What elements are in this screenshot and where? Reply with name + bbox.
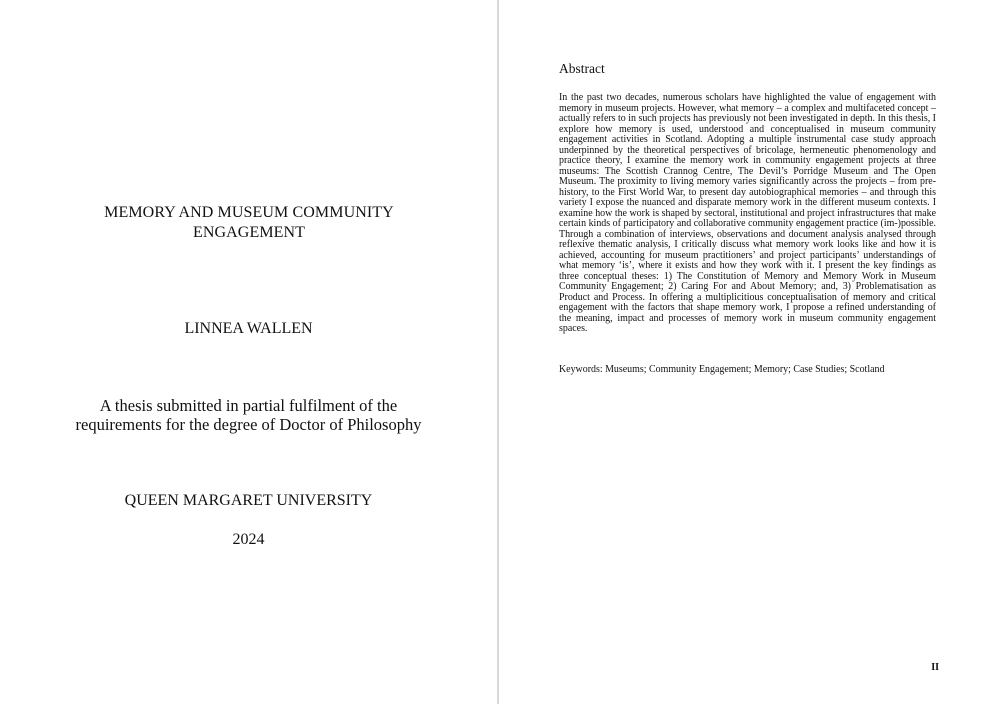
submission-line-2: requirements for the degree of Doctor of Philosophy [75, 415, 422, 434]
title-page [0, 0, 497, 704]
university-name: QUEEN MARGARET UNIVERSITY [124, 492, 373, 509]
author-name: LINNEA WALLEN [184, 320, 313, 337]
keywords-line: Keywords: Museums; Community Engagement; Memory; Case Studies; Scotland [559, 364, 885, 375]
thesis-title: MEMORY AND MUSEUM COMMUNITY ENGAGEMENT [104, 204, 394, 241]
page-number: II [931, 662, 939, 673]
submission-line-1: A thesis submitted in partial fulfilment of the [99, 396, 398, 415]
submission-year: 2024 [232, 531, 265, 548]
abstract-text: In the past two decades, numerous scholars have highlighted the value of engagement with memory in museum projects. However, what memory – a complex and multifaceted concept – actually refers to in such projects has previously not been investigated in depth. In this thesis, I explore how memory is used, understood and conceptualised in museum community engagement activities in Scotland. Adopting a multiple instrumental case study approach underpinned by the theoretical perspectives of bricolage, hermeneutic phenomenology and practice theory, I examine the memory work in community engagement projects at three museums: The Scottish Crannog Centre, The Devil’s Porridge Museum and The Open Museum. The proximity to living memory varies significantly across the projects – from pre-history, to the First World War, to present day autobiographical memories – and through this variety I expose the nuanced and disparate memory work in the different museum contexts. I examine how the work is shaped by sectoral, institutional and project infrastructures that make certain kinds of participatory and collaborative community engagement practice (im-)possible. Through a combination of interviews, observations and document analysis analysed through reflexive thematic analysis, I critically discuss what memory work looks like and how it is achieved, accounting for museum practitioners’ and project participants’ understandings of what memory ‘is’, where it exists and how they work with it. I present the key findings as three conceptual theses: 1) The Constitution of Memory and Memory Work in Museum Community Engagement; 2) Caring For and About Memory; and, 3) Problematisation as Product and Process. In offering a multiplicitious conceptualisation of memory and critical engagement with the factors that shape memory work, I propose a refined understanding of the meaning, impact and processes of memory work in museum community engagement spaces. [559, 92, 936, 334]
abstract-heading: Abstract [559, 61, 605, 76]
submission-statement [0, 396, 497, 434]
abstract-page [499, 0, 1000, 704]
